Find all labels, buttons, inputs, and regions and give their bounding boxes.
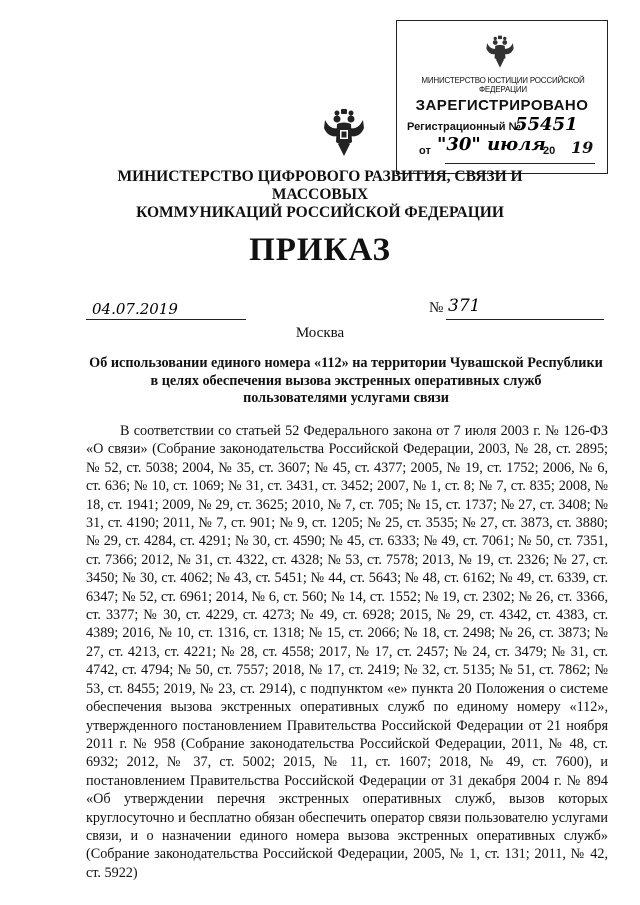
ministry-header <box>80 168 560 222</box>
stamp-registered-label: ЗАРЕГИСТРИРОВАНО <box>415 97 589 114</box>
ministry-line-1: МИНИСТЕРСТВО ЦИФРОВОГО РАЗВИТИЯ, СВЯЗИ И МАССОВЫХ <box>117 168 523 203</box>
order-number-label: № <box>429 300 444 316</box>
stamp-ministry-name: МИНИСТЕРСТВО ЮСТИЦИИ РОССИЙСКОЙ ФЕДЕРАЦИИ <box>421 76 585 94</box>
stamp-date-handwritten: "30" июля <box>437 134 546 155</box>
order-number: 371 <box>448 296 481 316</box>
stamp-date-underline <box>445 163 595 164</box>
order-date: 04.07.2019 <box>92 300 178 318</box>
order-subject <box>86 355 606 408</box>
stamp-reg-number: 55451 <box>515 114 578 135</box>
subject-line-1: Об использовании единого номера «112» на территории Чувашской Республики <box>89 355 603 371</box>
ministry-line-2: КОММУНИКАЦИЙ РОССИЙСКОЙ ФЕДЕРАЦИИ <box>136 204 504 221</box>
date-underline <box>86 319 246 320</box>
document-title: ПРИКАЗ <box>249 232 391 268</box>
number-underline <box>446 319 604 320</box>
coat-of-arms-icon <box>485 35 515 69</box>
stamp-reg-label: Регистрационный № <box>407 121 521 133</box>
registration-stamp <box>396 20 608 174</box>
body-paragraph: В соответствии со статьей 52 Федерального закона от 7 июля 2003 г. № 126-ФЗ «О связи» (Собрание законодательства Российской Федерации, 2003, № 28, ст. 2895; № 52, ст. 5038; 2004, № 35, ст. 3607; № 45, ст. 4377; 2005, № 19, ст. 1752; 2006, № 6, ст. 636; № 10, ст. 1069; № 31, ст. 3431, ст. 3452; 2007, № 1, ст. 8; № 7, ст. 835; 2008, № 18, ст. 1941; 2009, № 29, ст. 3625; 2010, № 7, ст. 705; № 15, ст. 1737; № 27, ст. 3408; № 31, ст. 4190; 2011, № 7, ст. 901; № 9, ст. 1205; № 25, ст. 3535; № 27, ст. 3873, ст. 3880; № 29, ст. 4284, ст. 4291; № 30, ст. 4590; № 45, ст. 6333; № 49, ст. 7061; № 50, ст. 7351, ст. 7366; 2012, № 31, ст. 4322, ст. 4328; № 53, ст. 7578; 2013, № 19, ст. 2326; № 27, ст. 3450; № 30, ст. 4062; № 43, ст. 5451; № 44, ст. 5643; № 48, ст. 6162; № 49, ст. 6339, ст. 6347; № 52, ст. 6961; 2014, № 6, ст. 560; № 14, ст. 1552; № 19, ст. 2302; № 26, ст. 3366, ст. 3377; № 30, ст. 4229, ст. 4273; № 49, ст. 6928; 2015, № 29, ст. 4342, ст. 4383, ст. 4389; 2016, № 10, ст. 1316, ст. 1318; № 15, ст. 2066; № 18, ст. 2498; № 26, ст. 3873; № 27, ст. 4213, ст. 4221; № 28, ст. 4558; 2017, № 17, ст. 2457; № 24, ст. 3479; № 31, ст. 4742, ст. 4794; № 50, ст. 7557; 2018, № 17, ст. 2419; № 32, ст. 5135; № 51, ст. 7862; № 53, ст. 8455; 2019, № 23, ст. 2914), с подпунктом «е» пункта 20 Положения о системе обеспечения вызова экстренных оперативных служб по единому номеру «112», утвержденного постановлением Правительства Российской Федерации от 21 ноября 2011 г. № 958 (Собрание законодательства Российской Федерации, 2011, № 48, ст. 6932; 2012, № 37, ст. 5002; 2015, № 11, ст. 1607; 2018, № 49, ст. 7600), и постановлением Правительства Российской Федерации от 31 декабря 2004 г. № 894 «Об утверждении перечня экстренных оперативных служб, вызов которых круглосуточно и бесплатно обязан обеспечить оператор связи пользователю услугами связи, и о назначении единого номера вызова экстренных оперативных служб» (Собрание законодательства Российской Федерации, 2005, № 1, ст. 131; 2011, № 42, ст. 5922) <box>86 423 608 881</box>
coat-of-arms-icon <box>322 108 366 158</box>
city: Москва <box>295 325 345 341</box>
stamp-year-prefix: 20 <box>543 145 556 157</box>
subject-line-2: в целях обеспечения вызова экстренных оперативных служб <box>150 372 542 389</box>
stamp-from-label: от <box>419 145 431 157</box>
subject-line-3: пользователями услугами связи <box>243 390 449 406</box>
stamp-year-handwritten: 19 <box>571 138 594 157</box>
